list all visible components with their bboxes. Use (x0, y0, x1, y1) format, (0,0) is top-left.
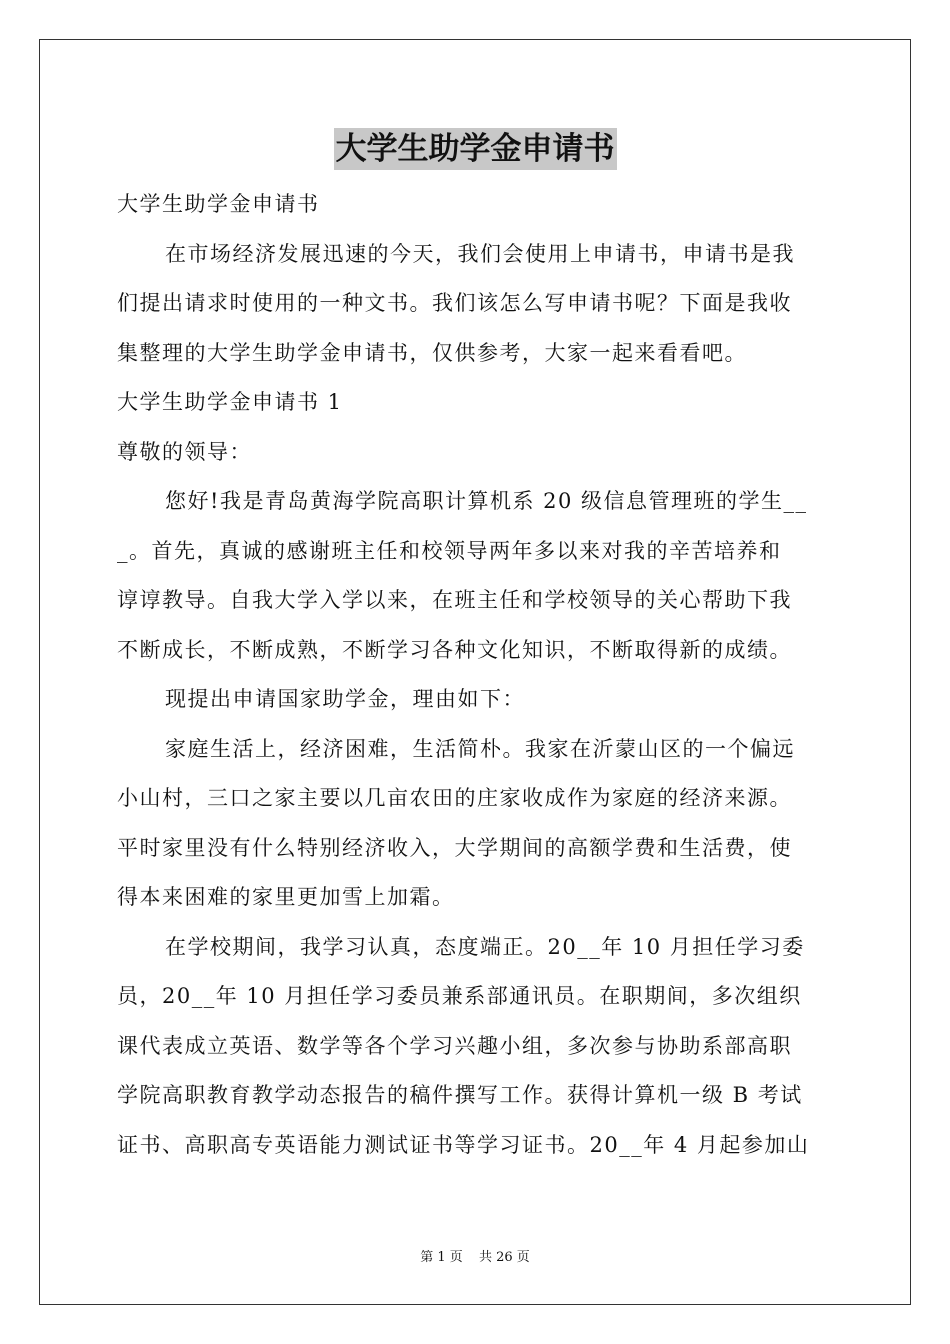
paragraph-line: 课代表成立英语、数学等各个学习兴趣小组，多次参与协助系部高职 (117, 1033, 792, 1058)
section-heading: 大学生助学金申请书 1 (117, 390, 343, 414)
paragraph-line: 不断成长，不断成熟，不断学习各种文化知识，不断取得新的成绩。 (117, 637, 792, 662)
paragraph-line: 得本来困难的家里更加雪上加霜。 (117, 885, 455, 909)
paragraph-line: 小山村，三口之家主要以几亩农田的庄家收成作为家庭的经济来源。 (117, 786, 792, 810)
paragraph-line: _。首先，真诚的感谢班主任和校领导两年多以来对我的辛苦培养和 (117, 538, 782, 563)
paragraph-line: 您好!我是青岛黄海学院高职计算机系 20 级信息管理班的学生__ (165, 489, 808, 513)
paragraph-line: 证书、高职高专英语能力测试证书等学习证书。20__年 4 月起参加山 (117, 1132, 810, 1157)
document-title: 大学生助学金申请书 (334, 128, 617, 170)
subtitle-line: 大学生助学金申请书 (117, 192, 320, 216)
page-footer (0, 1246, 950, 1265)
paragraph-line: 员，20__年 10 月担任学习委员兼系部通讯员。在职期间，多次组织 (117, 984, 802, 1008)
paragraph-line: 平时家里没有什么特别经济收入，大学期间的高额学费和生活费，使 (117, 835, 792, 860)
page-total: 共 26 页 (478, 1250, 530, 1265)
paragraph-line: 谆谆教导。自我大学入学以来，在班主任和学校领导的关心帮助下我 (117, 588, 792, 612)
paragraph-line: 家庭生活上，经济困难，生活简朴。我家在沂蒙山区的一个偏远 (165, 736, 795, 761)
paragraph-line: 集整理的大学生助学金申请书，仅供参考，大家一起来看看吧。 (117, 340, 747, 365)
salutation-line: 尊敬的领导： (117, 439, 252, 464)
page-number: 第 1 页 (420, 1250, 463, 1265)
paragraph-line: 学院高职教育教学动态报告的稿件撰写工作。获得计算机一级 B 考试 (117, 1083, 803, 1107)
document-body (117, 180, 833, 1170)
paragraph-line: 们提出请求时使用的一种文书。我们该怎么写申请书呢？下面是我收 (117, 291, 792, 315)
paragraph-line: 在市场经济发展迅速的今天，我们会使用上申请书，申请书是我 (165, 241, 795, 266)
paragraph-line: 在学校期间，我学习认真，态度端正。20__年 10 月担任学习委 (165, 934, 805, 959)
paragraph-line: 现提出申请国家助学金，理由如下： (165, 687, 525, 711)
title-container (0, 128, 950, 170)
